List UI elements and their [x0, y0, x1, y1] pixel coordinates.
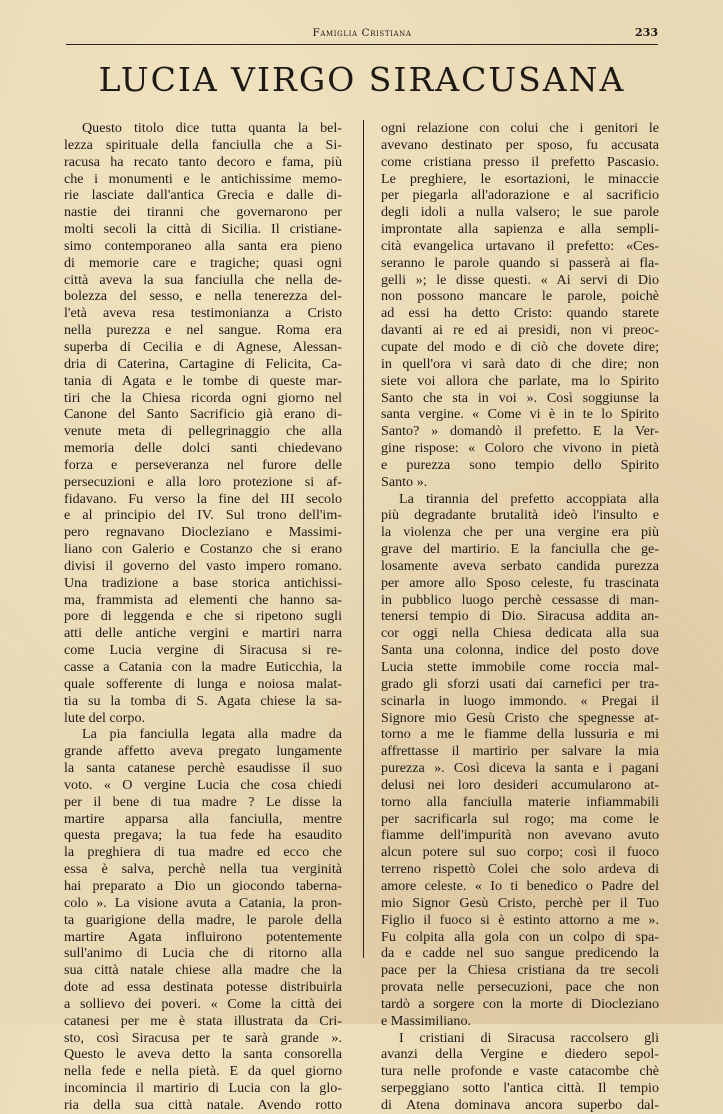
text-line: di memorie care e tragiche; quasi ogni — [64, 254, 342, 271]
text-line: ria della sua città natale. Avendo rotto — [64, 1096, 342, 1113]
article-title: LUCIA VIRGO SIRACUSANA — [98, 60, 626, 99]
text-line: città aveva la sua fanciulla che nella de- — [64, 271, 342, 288]
text-line: martire Agata influirono potentemente — [64, 928, 342, 945]
text-line: Signore mio Gesù Cristo che spegnesse at- — [381, 709, 659, 726]
text-line: pace per la Chiesa cristiana da tre secoli — [381, 962, 659, 979]
running-title: Famiglia Cristiana — [312, 27, 412, 39]
text-line: seranno le parole quando si passerà ai fla- — [381, 254, 659, 271]
column-divider — [363, 120, 364, 958]
text-line: sto, così Siracusa per te sarà grande ». — [64, 1029, 342, 1046]
text-line: dria di Caterina, Cartagine di Felicita, Ca- — [64, 355, 342, 372]
text-line: nella purezza e nel sangue. Roma era — [64, 322, 342, 339]
text-line: come cristiana presso il prefetto Pascasio. — [381, 153, 659, 170]
text-line: cupate del modo e di ciò che dovete dire; — [381, 338, 659, 355]
text-line: davanti ai re ed ai presidi, non vi preoc- — [381, 322, 659, 339]
text-line: e purezza sono tempio dello Spirito — [381, 456, 659, 473]
text-line: questa pregava; la tua fede ha esaudito — [64, 827, 342, 844]
text-line: tura nelle profonde e vaste catacombe chè — [381, 1063, 659, 1080]
text-line: come Lucia vergine di Siracusa si re- — [64, 642, 342, 659]
text-line: liano con Galerio e Costanzo che si erano — [64, 541, 342, 558]
text-line: bolezza del sesso, e nella tenerezza del- — [64, 288, 342, 305]
text-line: Lucia stette immobile come roccia mal- — [381, 659, 659, 675]
text-line: alcun potere sul suo corpo; così il fuoco — [381, 844, 659, 861]
text-line: superba di Cecilia e di Agnese, Alessan- — [64, 338, 342, 355]
text-line: torno a me le fiamme della lussuria e mi — [381, 726, 659, 743]
text-line: non possono mancare le parole, poichè — [381, 288, 659, 305]
text-line: atti delle antiche vergini e martiri narra — [64, 625, 342, 642]
text-line: nella fede e nella pietà. E da quel giorno — [64, 1063, 342, 1080]
text-line: cor oggi nella Chiesa dedicata alla sua — [381, 625, 659, 642]
text-line: mio Signor Gesù Cristo, perchè per il Tuo — [381, 894, 659, 911]
text-line: purezza ». Così diceva la santa e i pagani — [381, 760, 659, 777]
text-line: losamente aveva serbato candida purezza — [381, 557, 659, 574]
text-line: e al principio del IV. Sul trono dell'im- — [64, 507, 342, 524]
text-line: e Massimiliano. — [381, 1012, 472, 1029]
text-line: Una tradizione a base storica antichissi- — [64, 574, 342, 591]
text-line: la preghiera di tua madre ed ecco che — [64, 844, 342, 861]
text-line: da e cadde nel suo sangue predicendo la — [381, 945, 659, 962]
text-line: Santo? » domandò il prefetto. E la Ver- — [381, 423, 659, 440]
text-line: tardò a sorgere con la morte di Diocleziano — [381, 995, 659, 1012]
text-line: Figlio il fuoco si è estinto attorno a me ». — [381, 911, 659, 928]
text-line: serpeggiano sotto l'antica città. Il tempio — [381, 1080, 659, 1097]
text-line: a sollievo dei poveri. « Come la città dei — [64, 995, 342, 1012]
page-number: 233 — [635, 26, 658, 39]
text-line: catanesi per me è stata illustrata da Cri- — [64, 1012, 342, 1029]
text-line: amore celeste. « Io ti benedico o Padre del — [381, 877, 659, 894]
text-line: tiri che la Chiesa ricorda ogni giorno nel — [64, 389, 342, 406]
text-line: delusi nei loro desideri accumularono at- — [381, 776, 659, 793]
text-line: la violenza che per una vergine era più — [381, 524, 659, 541]
text-line: santa vergine. « Come vi è in te lo Spirito — [381, 406, 659, 423]
text-line: siete voi allora che parlate, ma lo Spirito — [381, 372, 659, 389]
text-line: ta guarigione della madre, le parole della — [64, 911, 342, 928]
text-line: scinarla in luogo immondo. « Pregai il — [381, 692, 659, 709]
text-line: ma, frammista ad elementi che hanno sa- — [64, 591, 342, 608]
text-line: grande affetto aveva pregato lungamente — [64, 743, 342, 760]
text-line: grado gli sforzi usati dai carnefici per tra- — [381, 675, 659, 692]
text-line: per amore allo Sposo celeste, fu trascinata — [381, 574, 659, 591]
text-line: provata nelle persecuzioni, pace che non — [381, 979, 659, 996]
text-line: rie lasciate dall'antica Grecia e dalle di- — [64, 187, 342, 204]
text-line: Questo le aveva detto la santa consorella — [64, 1046, 342, 1063]
text-line: lute del corpo. — [64, 709, 146, 726]
text-line: la santa catanese perchè esaudisse il suo — [64, 760, 342, 777]
text-line: pore di leggenda e che si ripetono sugli — [64, 608, 342, 625]
text-line: fidavano. Fu verso la fine del III secolo — [64, 490, 342, 507]
text-line: tania di Agata e le tombe di queste mar- — [64, 372, 342, 389]
text-line: La tirannia del prefetto accoppiata alla — [399, 490, 659, 507]
text-line: gelli »; le disse questi. « Ai servi di Dio — [381, 271, 659, 288]
text-line: per il bene di tua madre ? Le disse la — [64, 793, 342, 810]
text-line: gine rispose: « Coloro che vivono in pietà — [381, 440, 659, 457]
page-header — [66, 26, 658, 45]
text-line: improntate alla sapienza e alla sempli- — [381, 221, 659, 238]
text-line: degli idoli a nulla valsero; le sue parole — [381, 204, 659, 221]
text-line: avanzi della Vergine e diedero sepol- — [381, 1046, 659, 1063]
text-line: in quell'ora vi sarà dato di che dire; non — [381, 355, 659, 372]
text-line: grave del martirio. E la fanciulla che ge- — [381, 541, 659, 558]
text-line: Santo ». — [381, 473, 428, 490]
text-line: molti secoli la città di Sicilia. Il cristiane- — [64, 221, 342, 238]
text-line: essa è salva, perchè nella tua verginità — [64, 861, 342, 878]
text-line: fiamme dell'impurità non avevano avuto — [381, 827, 659, 844]
text-line: forza e perseveranza nel furore delle — [64, 456, 342, 473]
text-line: cità evangelica urtavano il prefetto: «Ces- — [381, 237, 659, 254]
text-line: dote ad essa destinata potesse distribuirla — [64, 979, 342, 996]
text-line: affrettasse il martirio per salvare la mia — [381, 743, 659, 760]
text-line: in pubblico luogo perchè cessasse di man- — [381, 591, 659, 608]
text-line: racusa ha recato tanto decoro e fama, più — [64, 153, 342, 170]
left-column — [64, 120, 342, 1113]
text-line: La pia fanciulla legata alla madre da — [82, 726, 342, 743]
text-line: Questo titolo dice tutta quanta la bel- — [82, 120, 342, 136]
text-line: venute meta di pellegrinaggio che alla — [64, 423, 342, 440]
text-line: lezza spirituale della fanciulla che a Si- — [64, 136, 342, 153]
text-line: incomincia il martirio di Lucia con la glo- — [64, 1080, 342, 1097]
text-line: martire apparsa alla fanciulla, mentre — [64, 810, 342, 827]
text-line: quale sofferente di lunga e noiosa malat- — [64, 675, 342, 692]
text-line: memoria delle dolci santi chiedevano — [64, 440, 342, 457]
text-line: torno alla fanciulla materie infiammabili — [381, 793, 659, 810]
text-line: l'età aveva resa testimonianza a Cristo — [64, 305, 342, 322]
text-line: Fu colpita alla gola con un colpo di spa- — [381, 928, 659, 945]
text-line: divisi il governo del vasto impero romano. — [64, 557, 342, 574]
text-line: avevano destinato per sposo, fu accusata — [381, 136, 659, 153]
text-line: di Atena dominava ancora superbo dal- — [381, 1096, 659, 1113]
text-line: simo contemporaneo alla santa era pieno — [64, 237, 342, 254]
text-line: Santo che sta in voi ». Così soggiunse la — [381, 389, 659, 406]
text-line: tia su la tomba di S. Agata chiese la sa- — [64, 692, 342, 709]
text-line: voto. « O vergine Lucia che cosa chiedi — [64, 776, 342, 793]
right-column — [381, 120, 659, 1113]
text-line: più degradante brutalità ideò l'insulto e — [381, 507, 659, 524]
text-line: nastie dei tiranni che governarono per — [64, 204, 342, 221]
text-line: che i monumenti e le antichissime memo- — [64, 170, 342, 187]
text-line: terreno rispettò Colei che solo ardeva di — [381, 861, 659, 878]
text-line: casse a Catania con la madre Euticchia, la — [64, 659, 342, 675]
text-line: Canone del Santo Sacrificio già erano di- — [64, 406, 342, 423]
text-line: per piegarla all'adorazione e al sacrificio — [381, 187, 659, 204]
text-line: Santa una colonna, indice del posto dove — [381, 642, 659, 659]
text-line: sull'animo di Lucia che di ritorno alla — [64, 945, 342, 962]
text-line: hai preparato a Dio un giocondo taberna- — [64, 877, 342, 894]
text-line: I cristiani di Siracusa raccolsero gli — [399, 1029, 659, 1046]
text-line: ogni relazione con colui che i genitori le — [381, 120, 659, 136]
text-line: per sacrificarla sul rogo; ma come le — [381, 810, 659, 827]
text-line: colo ». La visione avuta a Catania, la pron- — [64, 894, 342, 911]
text-line: sua città natale chiese alla madre che la — [64, 962, 342, 979]
text-line: Le preghiere, le esortazioni, le minaccie — [381, 170, 659, 187]
text-line: pero regnavano Diocleziano e Massimi- — [64, 524, 342, 541]
text-line: ad essi ha detto Cristo: quando starete — [381, 305, 659, 322]
text-line: tenersi tempio di Dio. Siracusa addita an- — [381, 608, 659, 625]
text-line: persecuzioni e alla loro protezione si af- — [64, 473, 342, 490]
